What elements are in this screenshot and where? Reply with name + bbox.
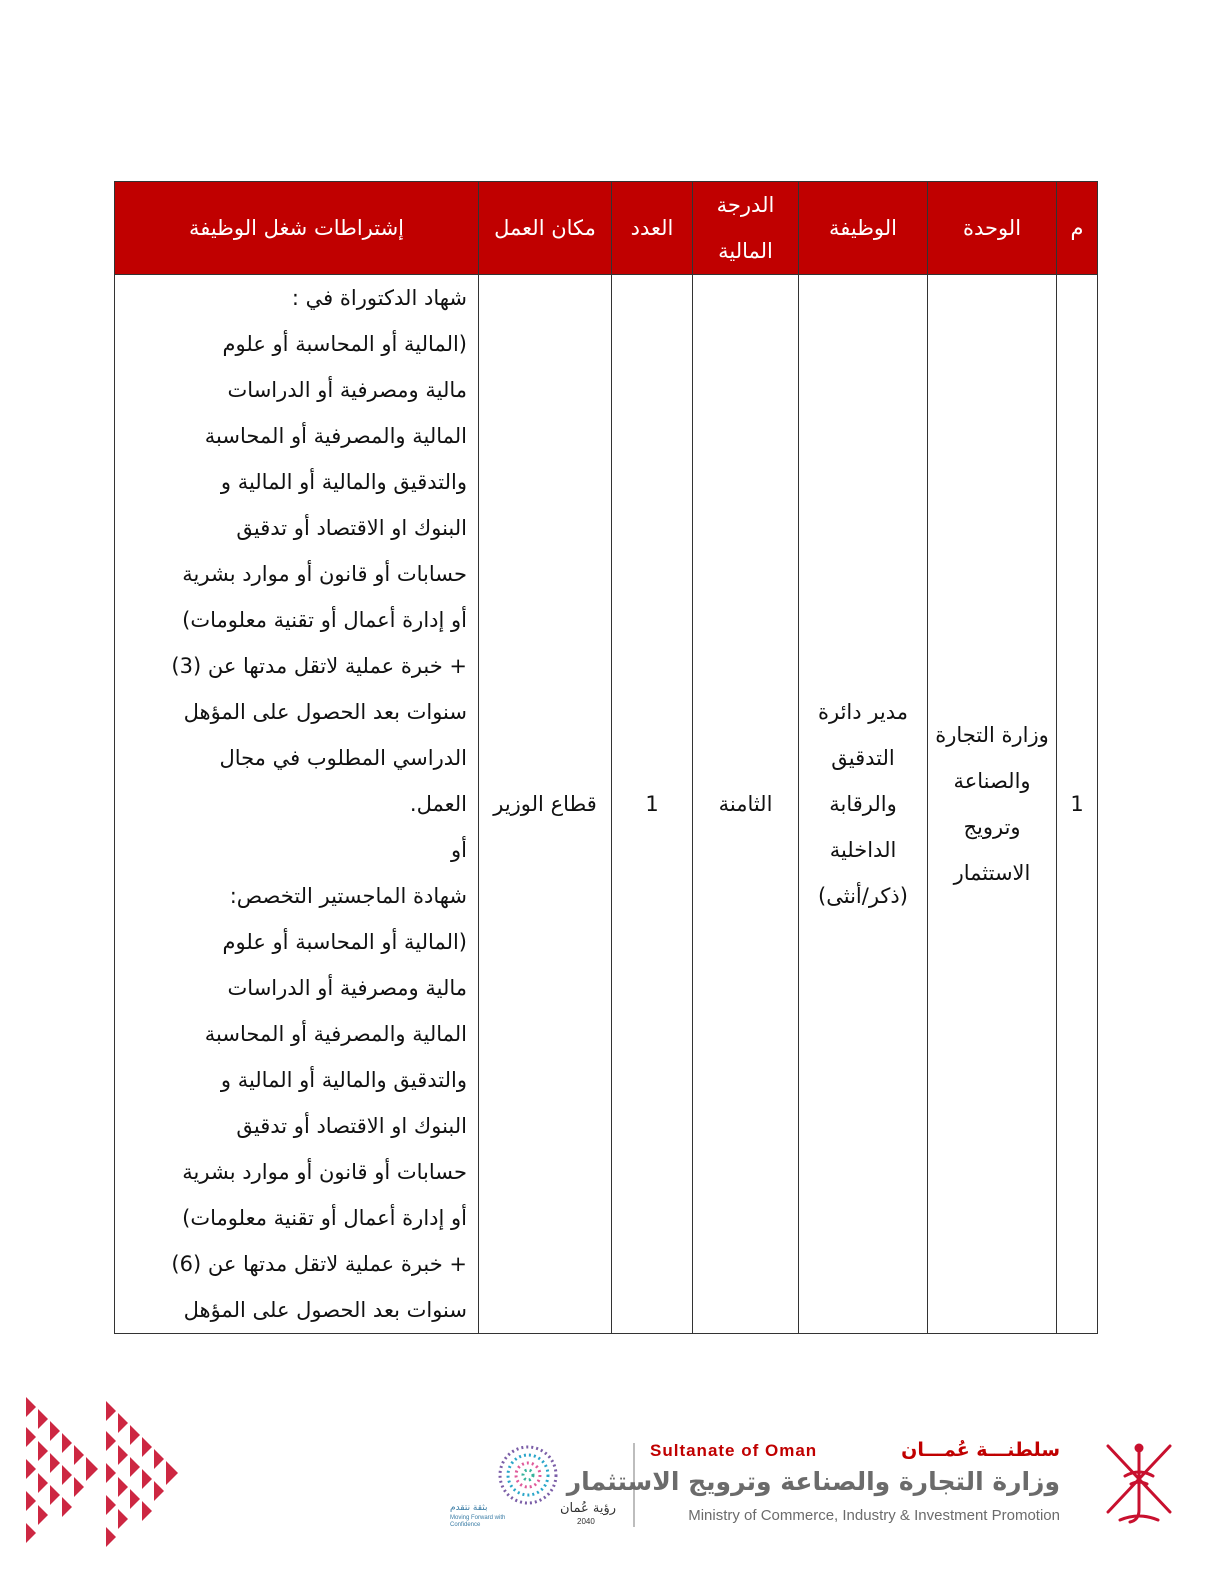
sultanate-name-en: Sultanate of Oman [650, 1441, 818, 1460]
header-workplace: مكان العمل [479, 182, 612, 275]
cell-workplace: قطاع الوزير [479, 275, 612, 1334]
header-number: م [1057, 182, 1098, 275]
requirement-line: الدراسي المطلوب في مجال [219, 746, 467, 770]
requirement-line: سنوات بعد الحصول على المؤهل [183, 700, 467, 724]
requirement-line: + خبرة عملية لاتقل مدتها عن (3) [171, 654, 467, 678]
requirement-line: المالية والمصرفية أو المحاسبة [204, 1022, 467, 1046]
requirement-line: المالية والمصرفية أو المحاسبة [204, 424, 467, 448]
cell-unit: وزارة التجارة والصناعة وترويج الاستثمار [928, 275, 1057, 1334]
job-requirements-table [114, 181, 1098, 1334]
cell-requirements [115, 275, 479, 1334]
requirement-line: العمل. [409, 792, 467, 816]
header-job: الوظيفة [799, 182, 928, 275]
table-header-row [115, 182, 1098, 275]
requirement-line: (المالية أو المحاسبة أو علوم [222, 332, 467, 356]
ministry-name-en: Ministry of Commerce, Industry & Investment Promotion [688, 1507, 1060, 1524]
ministry-name-ar: وزارة التجارة والصناعة وترويج الاستثمار [566, 1467, 1060, 1496]
requirement-line: حسابات أو قانون أو موارد بشرية [182, 1160, 467, 1184]
requirement-line: شهادة الماجستير التخصص: [229, 884, 467, 908]
page-footer [0, 1395, 1224, 1584]
requirement-line: حسابات أو قانون أو موارد بشرية [182, 562, 467, 586]
requirement-line: أو إدارة أعمال أو تقنية معلومات) [182, 1206, 467, 1230]
cell-count: 1 [612, 275, 693, 1334]
requirement-line: شهاد الدكتوراة في : [291, 286, 467, 310]
requirement-line: أو [451, 838, 467, 862]
header-unit: الوحدة [928, 182, 1057, 275]
cell-grade: الثامنة [693, 275, 799, 1334]
requirement-line: والتدقيق والمالية أو المالية و [220, 470, 467, 494]
cell-number: 1 [1057, 275, 1098, 1334]
sultanate-name-ar: سلطنـــة عُمـــان [901, 1439, 1060, 1461]
oman-emblem-icon [1100, 1440, 1178, 1526]
header-grade: الدرجة المالية [693, 182, 799, 275]
vision-swirl-icon [488, 1437, 568, 1507]
table-row [115, 275, 1098, 1334]
vision-year: 2040 [577, 1517, 595, 1526]
requirement-line: مالية ومصرفية أو الدراسات [227, 976, 467, 1000]
requirement-line: (المالية أو المحاسبة أو علوم [222, 930, 467, 954]
requirement-line: + خبرة عملية لاتقل مدتها عن (6) [171, 1252, 467, 1276]
cell-job: مدير دائرة التدقيق والرقابة الداخلية (ذكر/أنثى) [799, 275, 928, 1334]
requirement-line: مالية ومصرفية أو الدراسات [227, 378, 467, 402]
requirement-line: البنوك او الاقتصاد أو تدقيق [236, 516, 467, 540]
requirement-line: أو إدارة أعمال أو تقنية معلومات) [182, 608, 467, 632]
header-requirements: إشتراطات شغل الوظيفة [115, 182, 479, 275]
requirement-line: البنوك او الاقتصاد أو تدقيق [236, 1114, 467, 1138]
header-count: العدد [612, 182, 693, 275]
triangle-pattern-icon [26, 1397, 191, 1547]
vision-tagline-ar: بثقة نتقدم [450, 1503, 488, 1513]
vision-tagline-en: Moving Forward with Confidence [450, 1515, 506, 1528]
requirement-line: سنوات بعد الحصول على المؤهل [183, 1298, 467, 1322]
requirement-line: والتدقيق والمالية أو المالية و [220, 1068, 467, 1092]
vision-title: رؤية عُمان [560, 1501, 617, 1516]
job-table-container [114, 181, 1097, 1334]
